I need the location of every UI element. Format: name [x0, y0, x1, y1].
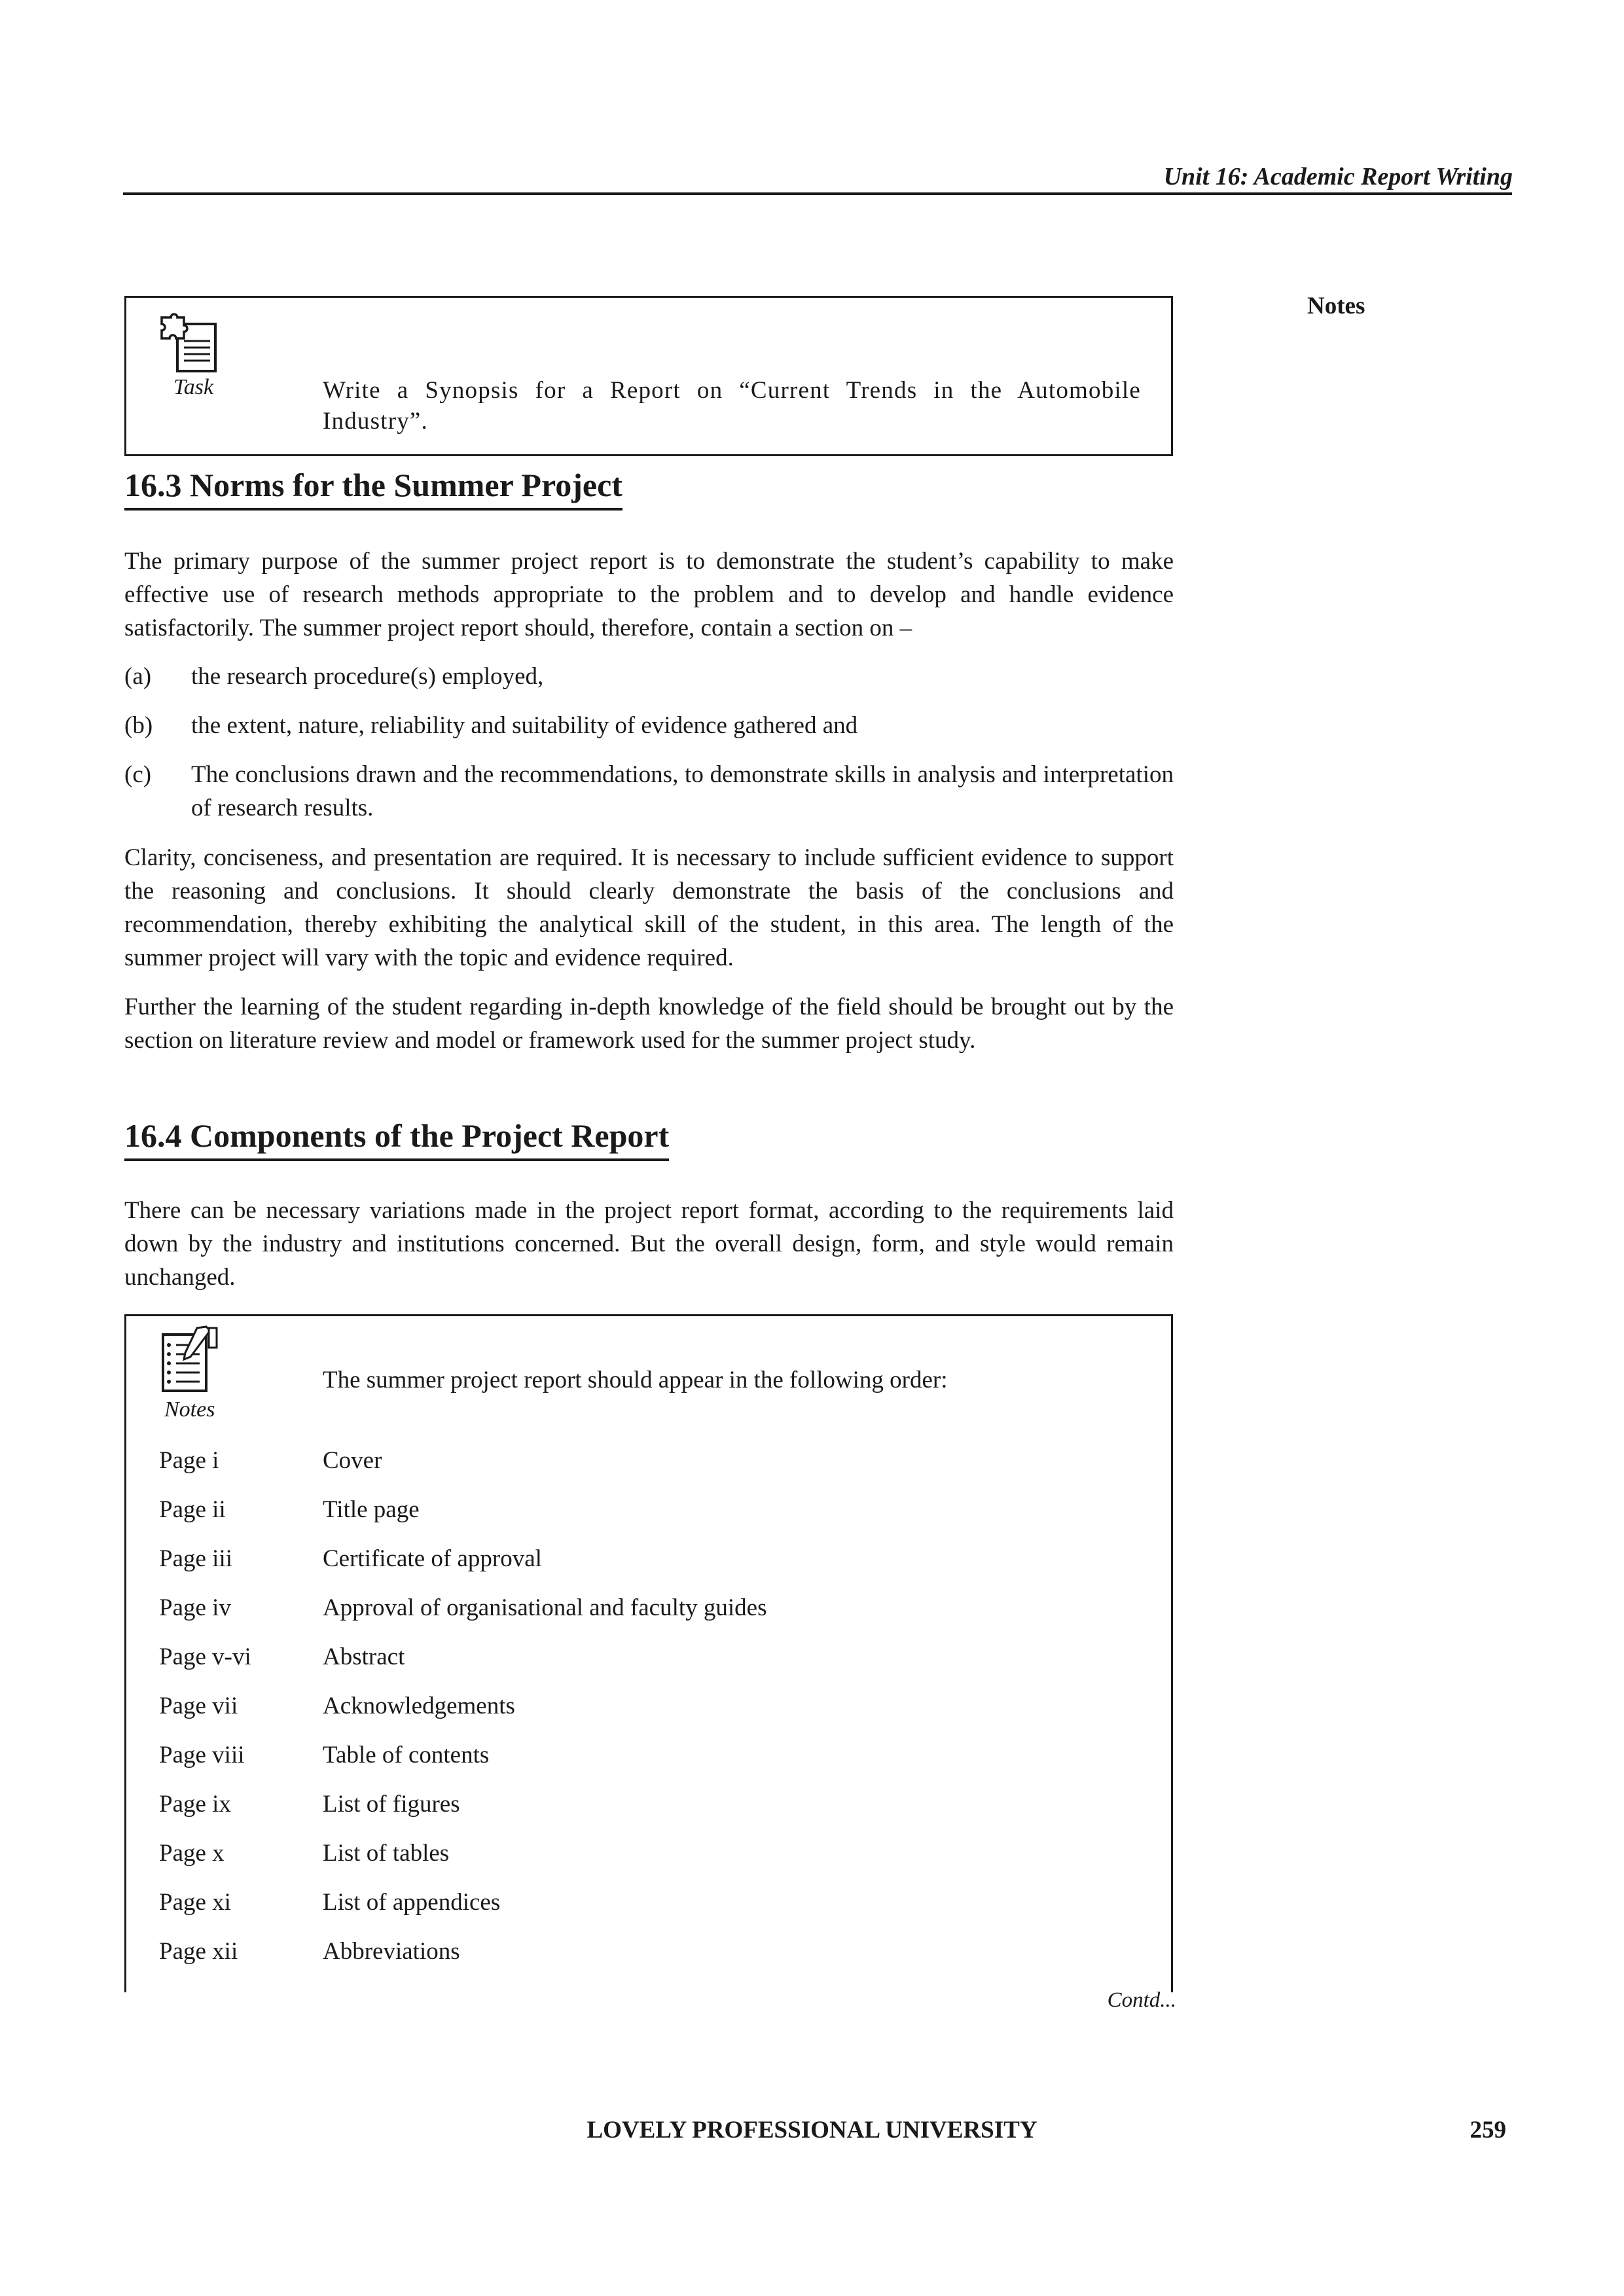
order-page: Page xii: [159, 1938, 238, 1965]
order-row: [126, 1592, 1167, 1624]
order-row: [126, 1837, 1167, 1870]
order-item: Abstract: [323, 1643, 405, 1670]
notes-box: [124, 1314, 1173, 1992]
order-item: List of tables: [323, 1840, 450, 1867]
order-item: Abbreviations: [323, 1938, 460, 1965]
order-row: [126, 1739, 1167, 1772]
notes-intro: The summer project report should appear in the following order:: [323, 1367, 948, 1393]
order-page: Page vii: [159, 1693, 238, 1719]
order-item: Certificate of approval: [323, 1545, 542, 1572]
order-page: Page iv: [159, 1594, 231, 1621]
section-16-4-heading: 16.4 Components of the Project Report: [124, 1117, 669, 1161]
running-header-title: Unit 16: Academic Report Writing: [1163, 163, 1513, 190]
list-marker: (c): [124, 761, 152, 788]
order-item: Acknowledgements: [323, 1693, 515, 1719]
section-16-3-intro: The primary purpose of the summer project report is to demonstrate the student’s capability to make effective use of research methods appropriate to the problem and to develop and handle evidence satisfactorily. The summer project report should, therefore, contain a section on –: [124, 548, 1174, 641]
task-text: Write a Synopsis for a Report on “Current Trends in the Automobile Industry”.: [323, 377, 1141, 435]
continued-label: Contd...: [1107, 1988, 1176, 2012]
footer-page-number: 259: [1470, 2117, 1506, 2144]
order-page: Page iii: [159, 1545, 233, 1572]
order-row: [126, 1444, 1167, 1477]
order-item: List of appendices: [323, 1889, 501, 1916]
section-16-3-paragraph-3: Further the learning of the student regarding in-depth knowledge of the field should be brought out by the section on literature review and model or framework used for the summer project study.: [124, 994, 1174, 1054]
order-row: [126, 1788, 1167, 1821]
order-item: Cover: [323, 1447, 382, 1474]
order-row: [126, 1494, 1167, 1526]
list-text: The conclusions drawn and the recommendations, to demonstrate skills in analysis and interpretation of research results.: [191, 761, 1174, 821]
notepad-pen-icon: [158, 1325, 223, 1397]
task-box: [124, 296, 1173, 456]
order-row: [126, 1886, 1167, 1919]
order-row: [126, 1935, 1167, 1968]
order-page: Page v-vi: [159, 1643, 251, 1670]
list-text: the extent, nature, reliability and suitability of evidence gathered and: [191, 712, 858, 739]
order-item: Table of contents: [323, 1742, 490, 1768]
footer-university: LOVELY PROFESSIONAL UNIVERSITY: [586, 2117, 1038, 2144]
order-item: Approval of organisational and faculty guides: [323, 1594, 767, 1621]
margin-notes-label: Notes: [1307, 293, 1365, 319]
section-16-4-intro: There can be necessary variations made in the project report format, according to the requirements laid down by the industry and institutions concerned. But the overall design, form, and style would remain unchanged.: [124, 1197, 1174, 1291]
list-text: the research procedure(s) employed,: [191, 663, 544, 690]
notes-caption: Notes: [164, 1397, 215, 1422]
header-rule: [123, 192, 1512, 195]
order-page: Page ii: [159, 1496, 226, 1523]
order-page: Page x: [159, 1840, 225, 1867]
section-16-3-paragraph-2: Clarity, conciseness, and presentation are required. It is necessary to include sufficient evidence to support the reasoning and conclusions. It should clearly demonstrate the basis of the conclusions and recommendation, thereby exhibiting the analytical skill of the student, in this area. The length of the summer project will vary with the topic and evidence required.: [124, 844, 1174, 971]
order-row: [126, 1641, 1167, 1674]
order-item: Title page: [323, 1496, 420, 1523]
puzzle-document-icon: [158, 310, 223, 375]
order-row: [126, 1543, 1167, 1575]
section-16-3-heading: 16.3 Norms for the Summer Project: [124, 466, 623, 511]
order-page: Page ix: [159, 1791, 231, 1818]
order-page: Page i: [159, 1447, 219, 1474]
order-page: Page xi: [159, 1889, 231, 1916]
order-item: List of figures: [323, 1791, 460, 1818]
list-marker: (b): [124, 712, 153, 739]
list-marker: (a): [124, 663, 152, 690]
order-page: Page viii: [159, 1742, 245, 1768]
order-row: [126, 1690, 1167, 1723]
task-caption: Task: [173, 375, 214, 399]
